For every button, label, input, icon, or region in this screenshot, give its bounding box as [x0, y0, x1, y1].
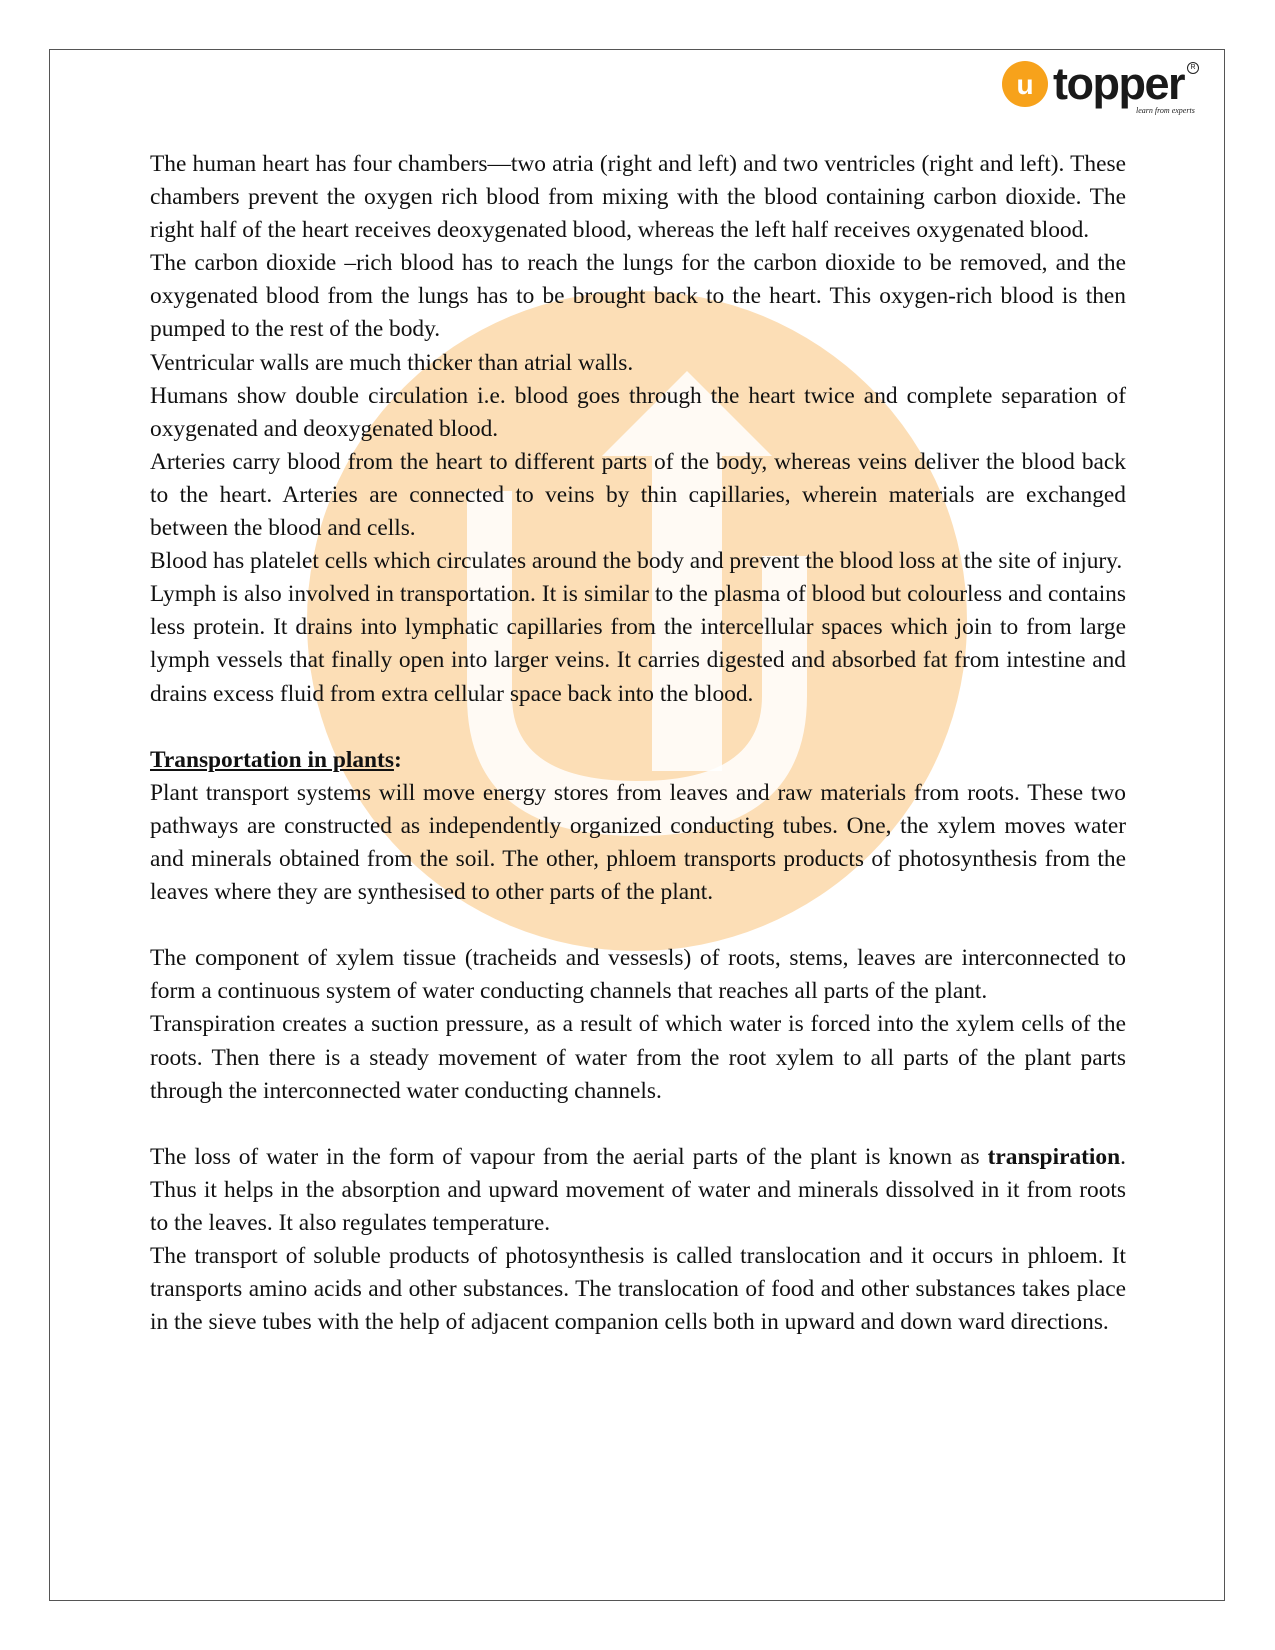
paragraph-carbon-dioxide: The carbon dioxide –rich blood has to reach the lungs for the carbon dioxide to be removed, and the oxygenated blood from the lungs has to be brought back to the heart. This oxygen-rich blood is then pumped to the rest of the body.: [150, 250, 1126, 343]
transpiration-term: transpiration: [987, 1143, 1121, 1170]
spacer: [150, 909, 1126, 942]
paragraph-translocation: The transport of soluble products of photosynthesis is called translocation and it occurs in phloem. It transports amino acids and other substances. The translocation of food and other substances takes place in the sieve tubes with the help of adjacent companion cells both in upward and down ward directions.: [150, 1243, 1126, 1336]
topper-logo-icon: [1001, 60, 1049, 108]
paragraph-xylem-tissue: The component of xylem tissue (tracheids and vessesls) of roots, stems, leaves are interconnected to form a continuous system of water conducting channels that reaches all parts of the plant.: [150, 945, 1126, 1005]
logo-tagline: learn from experts: [1136, 106, 1195, 115]
paragraph-suction-pressure: Transpiration creates a suction pressure, as a result of which water is forced into the xylem cells of the roots. Then there is a steady movement of water from the root xylem to all parts of the plant parts through the interconnected water conducting channels.: [150, 1011, 1126, 1104]
paragraph-arteries-veins: Arteries carry blood from the heart to different parts of the body, whereas veins deliver the blood back to the heart. Arteries are connected to veins by thin capillaries, wherein materials are exchanged between the blood and cells.: [150, 448, 1126, 542]
paragraph-plant-transport: Plant transport systems will move energy stores from leaves and raw materials from roots. These two pathways are constructed as independently organized conducting tubes. One, the xylem moves water and minerals obtained from the soil. The other, phloem transports products of photosynthesis from the leaves where they are synthesised to other parts of the plant.: [150, 779, 1126, 906]
heading-transportation-in-plants: Transportation in plants: [150, 746, 394, 773]
paragraph-platelets: Blood has platelet cells which circulates around the body and prevent the blood loss at the site of injury.: [150, 548, 1123, 575]
document-body: [150, 148, 1126, 1339]
section-heading: [150, 744, 1126, 777]
paragraph-ventricular-walls: Ventricular walls are much thicker than atrial walls.: [150, 349, 634, 376]
paragraph-lymph: Lymph is also involved in transportation. It is similar to the plasma of blood but colourless and contains less protein. It drains into lymphatic capillaries from the intercellular spaces which join to from large lymph vessels that finally open into larger veins. It carries digested and absorbed fat from intestine and drains excess fluid from extra cellular space back into the blood.: [150, 581, 1126, 707]
topper-logo: [1001, 60, 1201, 122]
paragraph-transpiration: [150, 1141, 1126, 1240]
transpiration-text-start: The loss of water in the form of vapour from the aerial parts of the plant is known as: [150, 1143, 988, 1170]
registered-mark: R: [1187, 62, 1199, 74]
paragraph-heart-chambers: The human heart has four chambers—two atria (right and left) and two ventricles (right and left). These chambers prevent the oxygen rich blood from mixing with the blood containing carbon dioxide. The right half of the heart receives deoxygenated blood, whereas the left half receives oxygenated blood.: [150, 151, 1126, 244]
heading-colon: :: [393, 746, 402, 773]
logo-brand-text: topper: [1053, 58, 1184, 109]
svg-text:u: u: [1016, 69, 1034, 100]
paragraph-double-circulation: Humans show double circulation i.e. blood goes through the heart twice and complete separation of oxygenated and deoxygenated blood.: [150, 382, 1126, 442]
spacer: [150, 711, 1126, 744]
spacer: [150, 1108, 1126, 1141]
transpiration-text-end: . Thus it helps in the absorption and upward movement of water and minerals dissolved in it from roots to the leaves. It also regulates temperature.: [150, 1143, 1126, 1236]
